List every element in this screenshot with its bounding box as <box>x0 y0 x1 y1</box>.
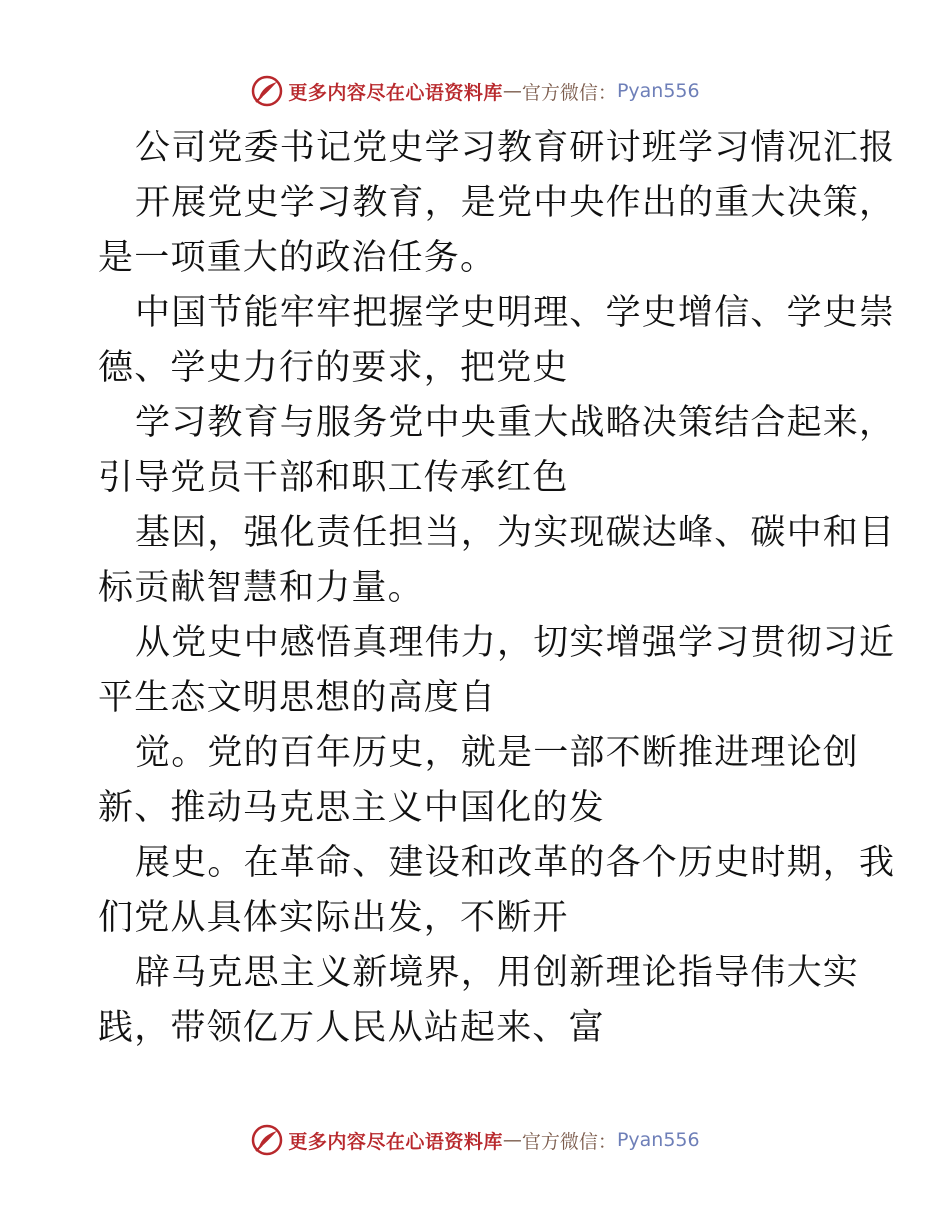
watermark-brand-text: 更多内容尽在心语资料库 <box>288 81 503 104</box>
text-line: 是一项重大的政治任务。 <box>98 238 497 278</box>
text-line: 开展党史学习教育，是党中央作出的重大决策， <box>135 183 896 223</box>
text-line: 引导党员干部和职工传承红色 <box>98 458 569 498</box>
text-line: 觉。党的百年历史，就是一部不断推进理论创 <box>135 733 860 773</box>
footer-watermark <box>0 1120 950 1160</box>
watermark-account: Pyan556 <box>616 1129 700 1151</box>
pen-logo-icon <box>250 1123 284 1157</box>
text-line: 平生态文明思想的高度自 <box>98 678 497 718</box>
document-title: 公司党委书记党史学习教育研讨班学习情况汇报 <box>135 128 896 168</box>
text-line: 德、学史力行的要求，把党史 <box>98 348 569 388</box>
text-line: 基因，强化责任担当，为实现碳达峰、碳中和目 <box>135 513 896 553</box>
header-watermark <box>0 71 950 111</box>
watermark-dash: — <box>502 80 522 102</box>
watermark-dash: — <box>502 1129 522 1151</box>
text-line: 们党从具体实际出发，不断开 <box>98 898 569 938</box>
text-line: 标贡献智慧和力量。 <box>98 568 424 608</box>
text-line: 践，带领亿万人民从站起来、富 <box>98 1008 605 1048</box>
document-body <box>98 121 896 1056</box>
text-line: 辟马克思主义新境界，用创新理论指导伟大实 <box>135 953 860 993</box>
pen-logo-icon <box>250 74 284 108</box>
text-line: 中国节能牢牢把握学史明理、学史增信、学史崇 <box>135 293 896 333</box>
watermark-brand-text: 更多内容尽在心语资料库 <box>288 1130 503 1153</box>
watermark-official-label: 官方微信： <box>521 81 617 104</box>
text-line: 展史。在革命、建设和改革的各个历史时期，我 <box>135 843 896 883</box>
text-line: 从党史中感悟真理伟力，切实增强学习贯彻习近 <box>135 623 896 663</box>
text-line: 学习教育与服务党中央重大战略决策结合起来， <box>135 403 896 443</box>
text-line: 新、推动马克思主义中国化的发 <box>98 788 605 828</box>
watermark-official-label: 官方微信： <box>521 1130 617 1153</box>
watermark-account: Pyan556 <box>616 80 700 102</box>
